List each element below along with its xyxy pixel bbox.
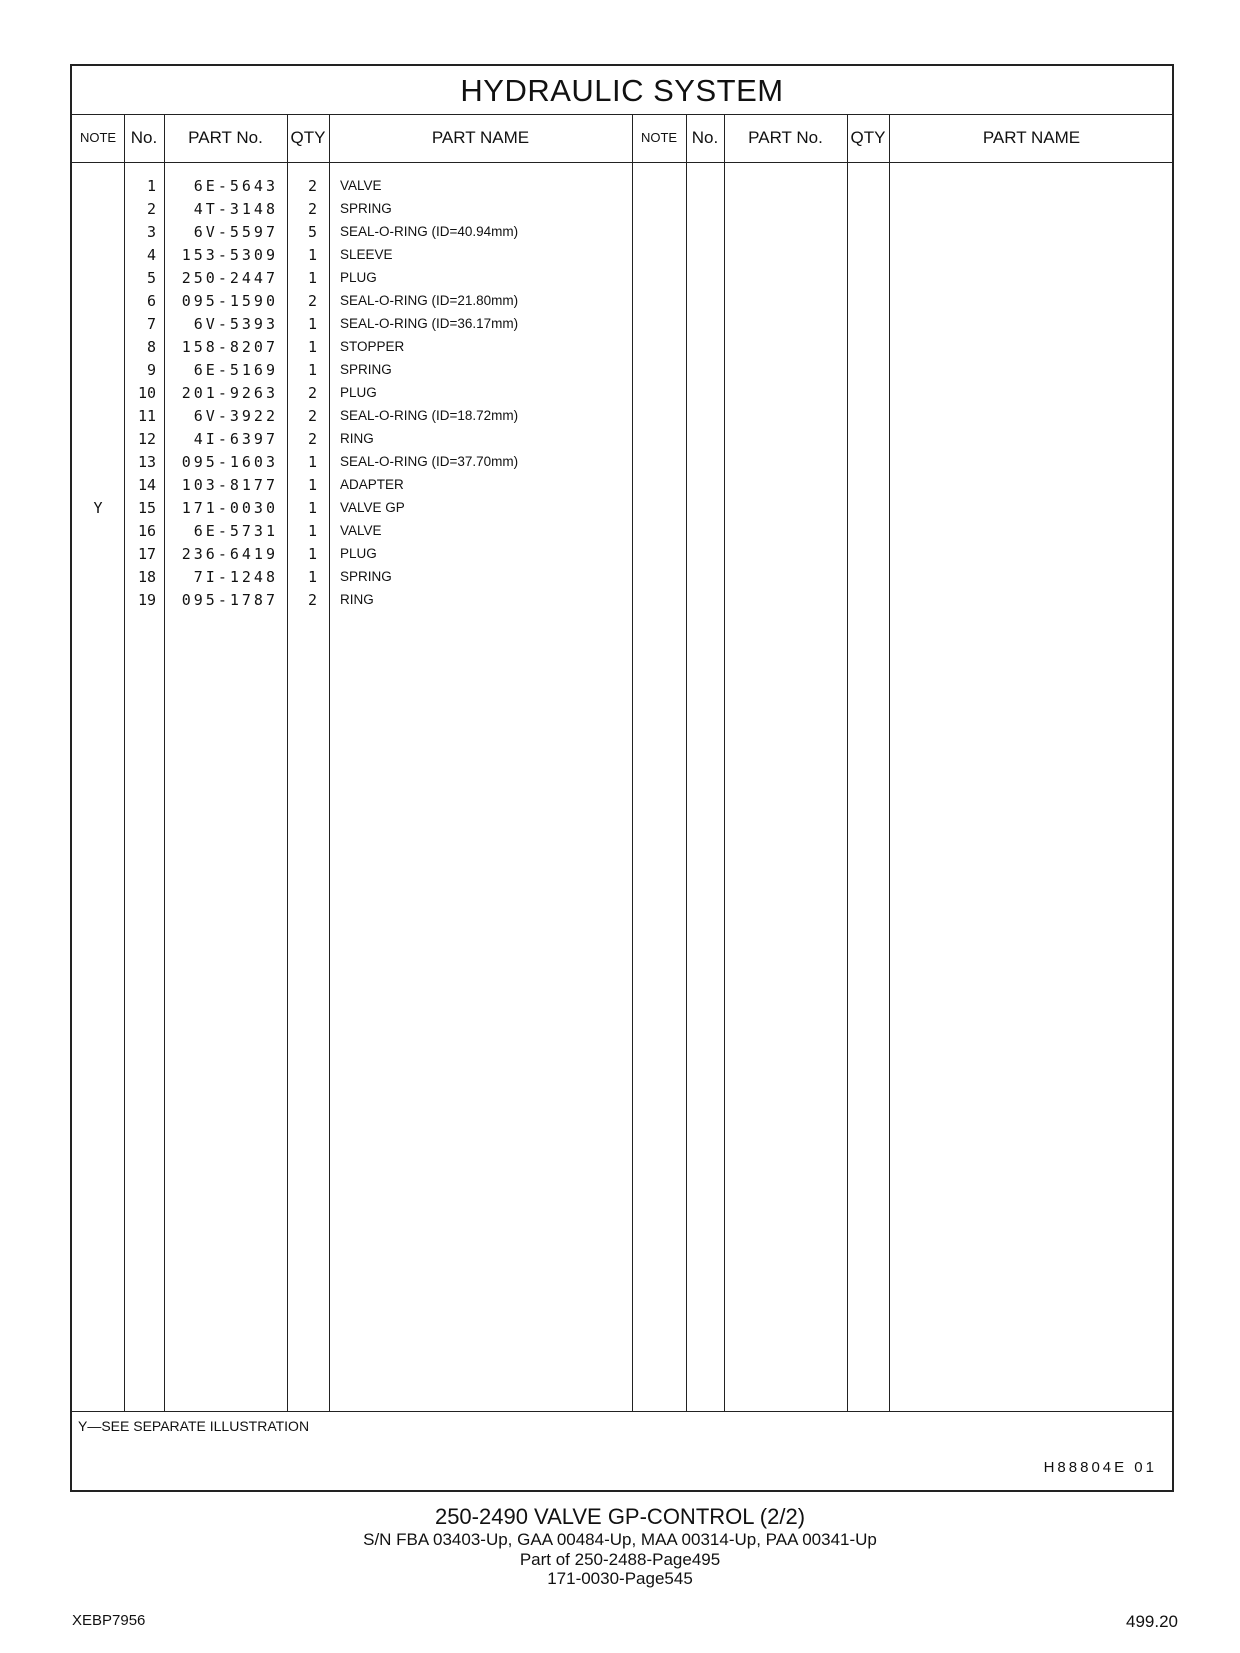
row-number: 14: [137, 476, 156, 494]
row-number: 7: [146, 315, 156, 333]
page-number: 499.20: [1126, 1612, 1178, 1631]
row-quantity: 2: [307, 200, 317, 218]
section-title: HYDRAULIC SYSTEM: [72, 66, 1172, 115]
row-quantity: 2: [307, 407, 317, 425]
row-quantity: 1: [307, 338, 317, 356]
row-number: 2: [146, 200, 156, 218]
row-part-name: VALVE GP: [340, 500, 405, 515]
table-row: [72, 359, 1172, 382]
row-part-name: SLEEVE: [340, 247, 393, 262]
row-quantity: 1: [307, 453, 317, 471]
table-row: [72, 428, 1172, 451]
row-part-number: 095-1787: [181, 591, 278, 609]
table-row: [72, 589, 1172, 612]
row-number: 12: [137, 430, 156, 448]
header-part-name-right: PART NAME: [982, 128, 1081, 147]
row-part-number: 6V-5597: [193, 223, 278, 241]
header-qty-right: QTY: [850, 128, 886, 147]
row-part-number: 6V-3922: [193, 407, 278, 425]
row-part-name: RING: [340, 431, 374, 446]
row-part-number: 250-2447: [181, 269, 278, 287]
row-number: 5: [146, 269, 156, 287]
row-number: 18: [137, 568, 156, 586]
row-number: 3: [146, 223, 156, 241]
row-part-number: 6V-5393: [193, 315, 278, 333]
caption-title: 250-2490 VALVE GP-CONTROL (2/2): [434, 1504, 806, 1529]
row-quantity: 1: [307, 246, 317, 264]
row-quantity: 5: [307, 223, 317, 241]
table-row: [72, 244, 1172, 267]
row-number: 9: [146, 361, 156, 379]
row-part-name: PLUG: [340, 385, 377, 400]
row-number: 15: [137, 499, 156, 517]
table-row: [72, 497, 1172, 520]
caption-part-of: Part of 250-2488-Page495: [519, 1550, 721, 1569]
document-id: XEBP7956: [72, 1612, 146, 1629]
row-part-number: 6E-5169: [193, 361, 278, 379]
table-row: [72, 336, 1172, 359]
footer-rule: [72, 1411, 1172, 1412]
row-part-number: 095-1603: [181, 453, 278, 471]
row-quantity: 1: [307, 545, 317, 563]
table-row: [72, 566, 1172, 589]
header-part-name-left: PART NAME: [431, 128, 530, 147]
row-quantity: 2: [307, 384, 317, 402]
row-part-number: 095-1590: [181, 292, 278, 310]
table-row: [72, 175, 1172, 198]
table-row: [72, 520, 1172, 543]
header-note-right: NOTE: [640, 130, 678, 145]
row-number: 13: [137, 453, 156, 471]
row-part-name: PLUG: [340, 546, 377, 561]
row-part-number: 201-9263: [181, 384, 278, 402]
row-part-name: SEAL-O-RING (ID=18.72mm): [340, 408, 519, 423]
table-row: [72, 405, 1172, 428]
row-part-name: SPRING: [340, 201, 392, 216]
header-qty-left: QTY: [290, 128, 326, 147]
row-quantity: 1: [307, 315, 317, 333]
table-row: [72, 221, 1172, 244]
table-row: [72, 382, 1172, 405]
row-quantity: 1: [307, 499, 317, 517]
row-part-name: VALVE: [340, 178, 382, 193]
row-number: 16: [137, 522, 156, 540]
row-quantity: 2: [307, 430, 317, 448]
row-number: 8: [146, 338, 156, 356]
row-part-number: 7I-1248: [193, 568, 278, 586]
note-legend: Y—SEE SEPARATE ILLUSTRATION: [78, 1418, 310, 1434]
table-row: [72, 474, 1172, 497]
row-quantity: 1: [307, 476, 317, 494]
row-part-name: STOPPER: [340, 339, 405, 354]
row-part-name: SEAL-O-RING (ID=36.17mm): [340, 316, 519, 331]
row-part-number: 158-8207: [181, 338, 278, 356]
row-quantity: 2: [307, 591, 317, 609]
row-number: 6: [146, 292, 156, 310]
row-part-name: SPRING: [340, 569, 392, 584]
row-part-name: VALVE: [340, 523, 382, 538]
row-part-name: SEAL-O-RING (ID=37.70mm): [340, 454, 519, 469]
caption-serials: S/N FBA 03403-Up, GAA 00484-Up, MAA 00314-Up, PAA 00341-Up: [363, 1530, 877, 1549]
row-quantity: 1: [307, 568, 317, 586]
row-number: 10: [137, 384, 156, 402]
illustration-code: H88804E 01: [1043, 1459, 1157, 1476]
row-part-number: 4T-3148: [193, 200, 278, 218]
row-part-name: SEAL-O-RING (ID=21.80mm): [340, 293, 519, 308]
row-number: 4: [146, 246, 156, 264]
header-no-left: No.: [130, 128, 158, 147]
row-number: 1: [146, 177, 156, 195]
row-part-name: SPRING: [340, 362, 392, 377]
row-part-number: 153-5309: [181, 246, 278, 264]
header-part-no-right: PART No.: [748, 128, 823, 147]
row-part-number: 6E-5731: [193, 522, 278, 540]
row-number: 11: [137, 407, 156, 425]
header-note-left: NOTE: [79, 130, 117, 145]
row-quantity: 2: [307, 292, 317, 310]
row-part-number: 236-6419: [181, 545, 278, 563]
row-part-number: 171-0030: [181, 499, 278, 517]
row-number: 17: [137, 545, 156, 563]
header-no-right: No.: [691, 128, 719, 147]
table-row: [72, 198, 1172, 221]
row-quantity: 1: [307, 522, 317, 540]
row-part-name: SEAL-O-RING (ID=40.94mm): [340, 224, 519, 239]
table-row: [72, 290, 1172, 313]
row-quantity: 1: [307, 269, 317, 287]
parts-table-sheet: [70, 64, 1174, 1492]
table-row: [72, 313, 1172, 336]
row-part-name: RING: [340, 592, 374, 607]
row-part-name: PLUG: [340, 270, 377, 285]
table-row: [72, 543, 1172, 566]
row-part-number: 6E-5643: [193, 177, 278, 195]
row-quantity: 2: [307, 177, 317, 195]
row-part-number: 4I-6397: [193, 430, 278, 448]
header-part-no-left: PART No.: [188, 128, 263, 147]
row-quantity: 1: [307, 361, 317, 379]
row-part-number: 103-8177: [181, 476, 278, 494]
caption-reference: 171-0030-Page545: [547, 1569, 693, 1588]
table-row: [72, 451, 1172, 474]
row-part-name: ADAPTER: [340, 477, 404, 492]
row-number: 19: [137, 591, 156, 609]
row-note: Y: [93, 499, 103, 517]
table-row: [72, 267, 1172, 290]
